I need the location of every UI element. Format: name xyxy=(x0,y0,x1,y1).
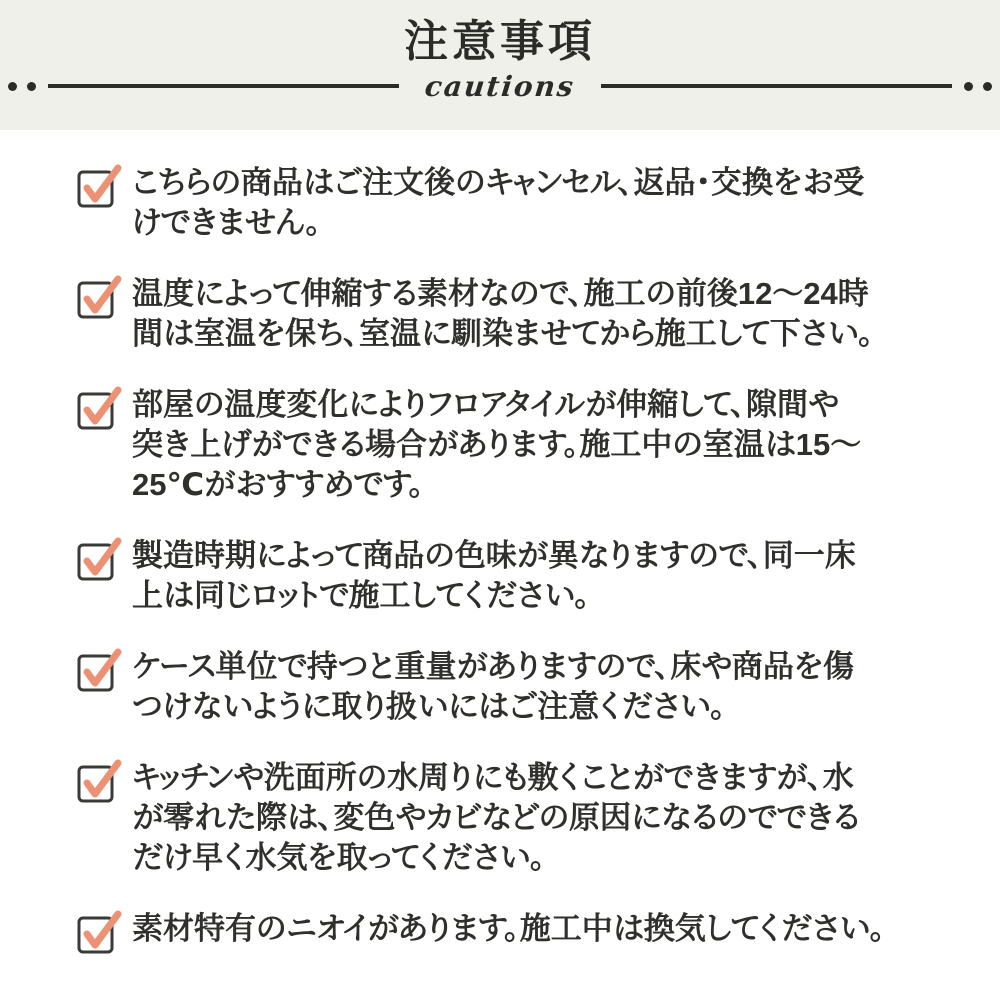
divider-dot xyxy=(983,82,992,91)
divider-rule xyxy=(48,84,399,88)
caution-item xyxy=(76,274,960,354)
caution-line: 温度によって伸縮する素材なので、施工の前後12〜24時 xyxy=(132,276,869,311)
checked-checkbox-icon xyxy=(76,159,122,209)
cautions-list xyxy=(0,130,1000,955)
decorative-divider xyxy=(0,69,1000,103)
caution-text xyxy=(132,385,861,505)
divider-dot xyxy=(8,82,17,91)
caution-line: が零れた際は、変色やカビなどの原因になるのでできる xyxy=(132,800,860,835)
header-band xyxy=(0,0,1000,130)
caution-text xyxy=(132,758,859,878)
caution-item xyxy=(76,647,960,727)
caution-line: けできません。 xyxy=(132,205,322,240)
caution-line: 製造時期によって商品の色味が異なりますので、同一床 xyxy=(132,538,856,573)
caution-line: 突き上げができる場合があります。施工中の室温は15〜 xyxy=(132,427,862,462)
caution-item xyxy=(76,536,960,616)
caution-item xyxy=(76,909,960,955)
checked-checkbox-icon xyxy=(76,754,122,804)
caution-line: 25℃がおすすめです。 xyxy=(132,467,425,502)
subtitle-script: cautions xyxy=(423,69,577,103)
caution-text xyxy=(132,536,856,616)
caution-line: 上は同じロットで施工してください。 xyxy=(132,578,591,613)
checked-checkbox-icon xyxy=(76,381,122,431)
caution-text xyxy=(132,647,854,727)
caution-item xyxy=(76,163,960,243)
caution-line: 部屋の温度変化によりフロアタイルが伸縮して、隙間や xyxy=(132,387,839,422)
caution-item xyxy=(76,758,960,878)
checked-checkbox-icon xyxy=(76,905,122,955)
checked-checkbox-icon xyxy=(76,532,122,582)
caution-line: つけないように取り扱いにはご注意ください。 xyxy=(132,689,726,724)
caution-text xyxy=(132,909,885,949)
checked-checkbox-icon xyxy=(76,643,122,693)
page-title: 注意事項 xyxy=(404,17,596,66)
caution-text xyxy=(132,274,874,354)
caution-line: 素材特有のニオイがあります。施工中は換気してください。 xyxy=(132,911,886,946)
checked-checkbox-icon xyxy=(76,270,122,320)
divider-rule xyxy=(601,84,952,88)
caution-line: ケース単位で持つと重量がありますので、床や商品を傷 xyxy=(132,649,855,684)
divider-dot xyxy=(964,82,973,91)
caution-line: 間は室温を保ち、室温に馴染ませてから施工して下さい。 xyxy=(132,316,874,351)
caution-line: こちらの商品はご注文後のキャンセル、返品・交換をお受 xyxy=(132,165,865,200)
caution-item xyxy=(76,385,960,505)
divider-dot xyxy=(27,82,36,91)
caution-line: だけ早く水気を取ってください。 xyxy=(132,840,546,875)
caution-line: キッチンや洗面所の水周りにも敷くことができますが、水 xyxy=(132,760,854,795)
caution-text xyxy=(132,163,864,243)
